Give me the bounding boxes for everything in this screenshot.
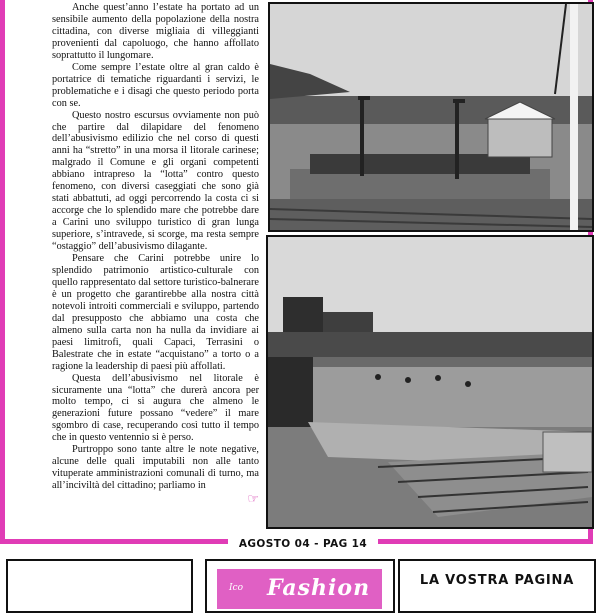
article-paragraph-1: Anche quest’anno l’estate ha portato ad un sensibile aumento della popolazione della nostra cittadina, con diverse migliaia di villeggianti provenienti dal capoluogo, che hanno affollato soprattutto il lungomare. bbox=[52, 2, 259, 61]
article-paragraph-2: Come sempre l’estate oltre al gran caldo è portatrice di tematiche riguardanti i servizi, le problematiche e i disagi che questo periodo porta con se. bbox=[52, 61, 259, 109]
advert-logo: Fashion bbox=[267, 575, 371, 601]
article-paragraph-4: Pensare che Carini potrebbe unire lo splendido patrimonio artistico-culturale con quello rappresentato dal settore turistico-balnerare è un progetto che garantirebbe alla nostra città notevoli introiti commerciali e sviluppo, partendo dal presupposto che abbiamo una costa che almeno sulla carta non ha nulla da invidiare ai paesi limitrofi, quali Capaci, Terrasini o Balestrate che in estate “acquistano” a torto o a ragione la leadership di paesi più affollati. bbox=[52, 253, 259, 372]
bottom-box-left bbox=[6, 559, 193, 613]
page-frame-left bbox=[0, 0, 5, 544]
article-column bbox=[52, 2, 259, 534]
beach-photo-top bbox=[268, 2, 594, 232]
advert-logo-prefix: Ico bbox=[229, 583, 244, 593]
beach-photo-bottom bbox=[266, 235, 594, 529]
article-paragraph-3: Questo nostro escursus ovviamente non può che partire dal dilapidare del fenomeno dell’abusivismo edilizio che nel corso di questi anni ha “stretto” in una morsa il litorale carinese; malgrado il Comune e gli organi competenti abbiano intrapreso la “lotta” contro questo fenomeno, con diversi caseggiati che sono già stati abbattuti, ad oggi percorrendo la costa ci si accorge che lo splendido mare che potrebbe dare a Carini uno sviluppo turistico di gran lunga superiore, s’intravede, si scorge, ma resta sempre “ostaggio” dell’abusivismo dilagante. bbox=[52, 109, 259, 253]
page-footer-label: AGOSTO 04 - PAG 14 bbox=[228, 537, 378, 551]
article-paragraph-6: Purtroppo sono tante altre le note negative, alcune delle quali imputabili non alle tanto vituperate amministrazioni comunali di turno, ma all’inciviltà del cittadino; parliamo in bbox=[52, 444, 259, 492]
pointing-hand-icon: ☞ bbox=[247, 491, 259, 507]
bottom-box-advert bbox=[205, 559, 395, 613]
bottom-box-right bbox=[398, 559, 596, 613]
article-paragraph-5: Questa dell’abusivismo nel litorale è sicuramente una “lotta” che durerà ancora per molto tempo, ci si augura che almeno le generazioni future possano “vedere” il mare sgombro di case, recuperando così tutto il tempo che in questo ventennio si è perso. bbox=[52, 372, 259, 444]
your-page-title: LA VOSTRA PAGINA bbox=[419, 573, 575, 588]
